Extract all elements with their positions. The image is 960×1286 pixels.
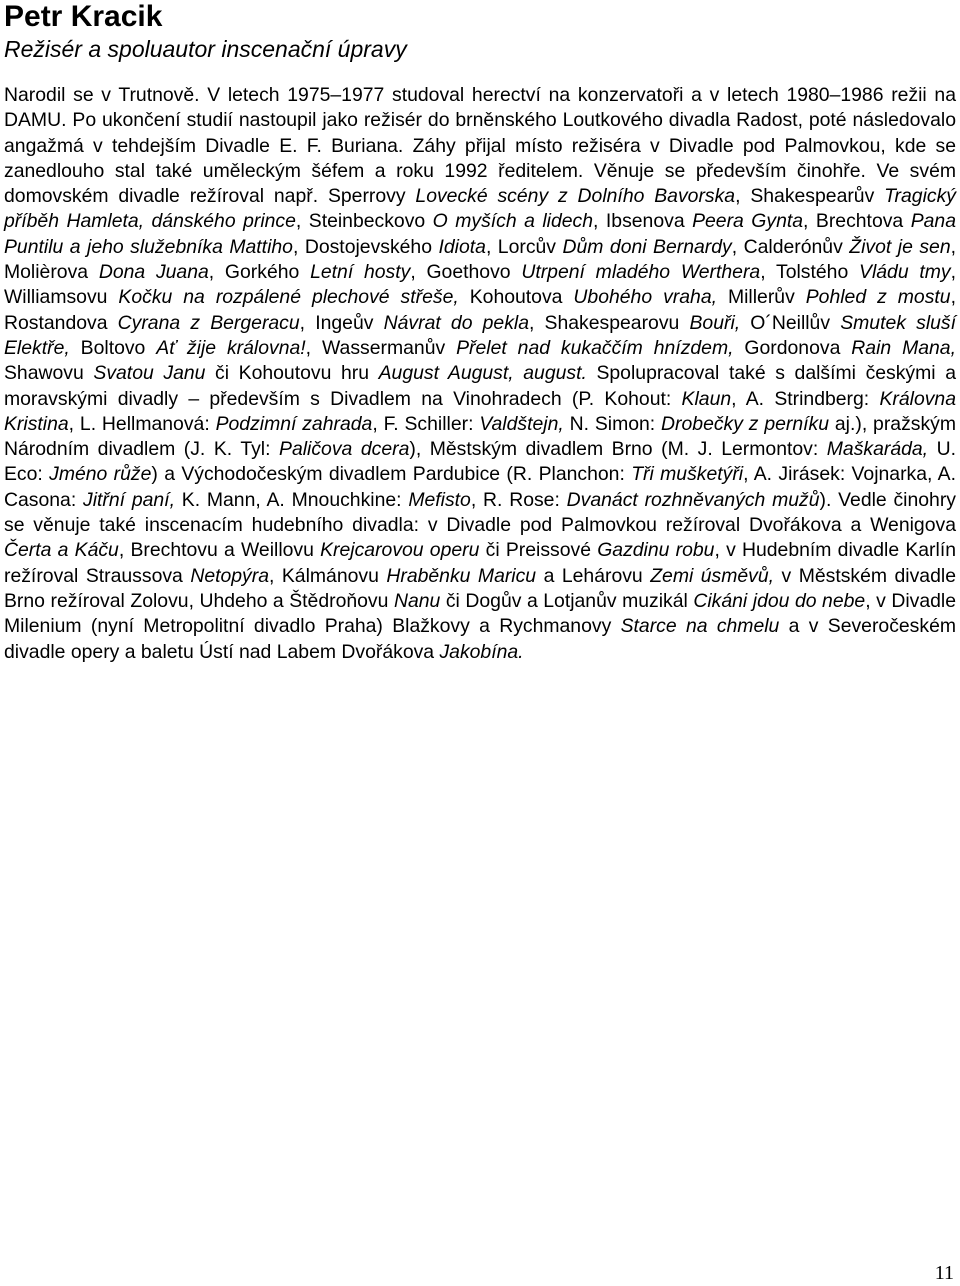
work-title: Svatou Janu bbox=[93, 362, 206, 385]
bio-text: , Williamsovu bbox=[4, 261, 956, 309]
work-title: Peera Gynta bbox=[692, 210, 804, 233]
work-title: Maškaráda, bbox=[826, 438, 929, 461]
work-title: Klaun bbox=[681, 387, 732, 410]
person-role: Režisér a spoluautor inscenační úpravy bbox=[4, 36, 407, 62]
work-title: Kočku na rozpálené plechové střeše, bbox=[118, 286, 459, 309]
work-title: Mefisto bbox=[408, 488, 471, 511]
work-title: Lovecké scény z Dolního Bavorska bbox=[415, 185, 736, 208]
bio-text: či Dogův a Lotjanův muzikál bbox=[440, 589, 694, 612]
work-title: Tragický příběh Hamleta, dánského prince bbox=[4, 185, 956, 233]
work-title: Smutek sluší Elektře, bbox=[4, 311, 956, 359]
bio-text: , R. Rose: bbox=[470, 488, 567, 511]
bio-text: , Ingeův bbox=[299, 311, 384, 334]
work-title: Starce na chmelu bbox=[620, 615, 780, 638]
bio-text: , Shakespearovu bbox=[529, 311, 690, 334]
document-page bbox=[4, 0, 956, 665]
work-title: Jméno růže bbox=[49, 463, 152, 486]
bio-text: Millerův bbox=[717, 286, 806, 309]
work-title: Návrat do pekla bbox=[383, 311, 529, 334]
work-title: Pana Puntilu a jeho služebníka Mattiho bbox=[4, 210, 956, 258]
bio-text: ). Vedle činohry se věnuje také inscenacím hudebního divadla: v Divadle pod Palmovkou režíroval Dvořákova a Wenigova bbox=[4, 488, 956, 537]
work-title: Utrpení mladého Werthera bbox=[521, 261, 761, 284]
work-title: Čerta a Káču bbox=[4, 539, 119, 562]
work-title: Letní hosty bbox=[310, 261, 411, 284]
page-number: 11 bbox=[934, 1262, 954, 1284]
work-title: Pohled z mostu bbox=[805, 286, 951, 309]
bio-text: Spolupracoval také s dalšími českými a moravskými divadly – především s Divadlem na Vinohradech (P. Kohout: bbox=[4, 362, 956, 410]
bio-text: , Shakespearův bbox=[735, 185, 885, 208]
bio-text: Gordonova bbox=[733, 336, 852, 359]
bio-text: Shawovu bbox=[4, 362, 94, 385]
work-title: Život je sen bbox=[849, 235, 951, 258]
work-title: Tři mušketýři bbox=[631, 463, 744, 486]
bio-text: Boltovo bbox=[69, 336, 157, 359]
bio-text: U. Eco: bbox=[4, 438, 956, 486]
work-title: Netopýra bbox=[190, 564, 269, 587]
work-title: Nanu bbox=[393, 589, 441, 612]
bio-text: , Wassermanův bbox=[305, 336, 457, 359]
work-title: Cyrana z Bergeracu bbox=[117, 311, 300, 334]
bio-text: , Molièrova bbox=[4, 235, 957, 284]
work-title: Rain Mana, bbox=[851, 336, 956, 359]
work-title: Ubohého vraha, bbox=[573, 286, 717, 309]
bio-text: , Rostandova bbox=[4, 286, 956, 334]
work-title: Gazdinu robu bbox=[597, 539, 715, 562]
work-title: Jitřní paní, bbox=[83, 488, 175, 511]
bio-text: aj.), pražským Národním divadlem (J. K. Tyl: bbox=[4, 412, 957, 461]
biography-paragraph bbox=[4, 83, 956, 665]
bio-text: , v Divadle Milenium (nyní Metropolitní divadlo Praha) Blažkovy a Rychmanovy bbox=[4, 589, 956, 638]
work-title: Bouři, bbox=[689, 311, 741, 334]
work-title: Valdštejn, bbox=[479, 412, 564, 435]
work-title: Královna Kristina bbox=[4, 387, 956, 435]
work-title: Krejcarovou operu bbox=[320, 539, 480, 562]
bio-text: , F. Schiller: bbox=[372, 412, 480, 435]
work-title: Hraběnku Maricu bbox=[386, 564, 537, 587]
work-title: Podzimní zahrada bbox=[215, 412, 373, 435]
bio-text: K. Mann, A. Mnouchkine: bbox=[174, 488, 409, 511]
work-title: Jakobína. bbox=[439, 640, 524, 663]
bio-text: a Lehárovu bbox=[536, 564, 651, 587]
bio-text: , Goethovo bbox=[410, 261, 522, 284]
work-title: Přelet nad kukaččím hnízdem, bbox=[456, 336, 734, 359]
bio-text: Narodil se v Trutnově. V letech 1975–1977 studoval herectví na konzervatoři a v letech 1980–1986 režii na DAMU. Po ukončení studií nastoupil jako režisér do brněnského Loutkového divadla Radost, poté následovalo angažmá v tehdejším Divadle E. F. Buriana. Záhy přijal místo režiséra v Divadle pod Palmovkou, kde se zanedlouho stal také uměleckým šéfem a roku 1992 ředitelem. Věnuje se především činohře. Ve svém domovském divadle režíroval např. Sperrovy bbox=[4, 84, 956, 208]
bio-text: Kohoutova bbox=[458, 286, 574, 309]
bio-text: , Lorcův bbox=[485, 235, 563, 258]
bio-text: , Tolstého bbox=[760, 261, 860, 284]
person-name: Petr Kracik bbox=[4, 0, 163, 33]
bio-text: , Brechtovu a Weillovu bbox=[118, 539, 321, 562]
bio-text: ) a Východočeským divadlem Pardubice (R. Planchon: bbox=[151, 463, 632, 486]
bio-text: , Calderónův bbox=[731, 235, 850, 258]
work-title: Zemi úsměvů, bbox=[650, 564, 775, 587]
bio-text: a v Severočeském divadle opery a baletu Ústí nad Labem Dvořákova bbox=[4, 615, 956, 663]
bio-text: , A. Jirásek: Vojnarka, A. Casona: bbox=[4, 463, 956, 511]
work-title: Cikáni jdou do nebe bbox=[693, 589, 866, 612]
bio-text: či Kohoutovu hru bbox=[205, 362, 379, 385]
bio-text: či Preissové bbox=[479, 539, 598, 562]
bio-text: , v Hudebním divadle Karlín režíroval Straussova bbox=[4, 539, 956, 587]
work-title: Dona Juana bbox=[98, 261, 209, 284]
work-title: August August, august. bbox=[378, 362, 587, 385]
bio-text: , Brechtova bbox=[803, 210, 911, 233]
work-title: Drobečky z perníku bbox=[661, 412, 830, 435]
bio-text: , Dostojevského bbox=[292, 235, 439, 258]
bio-text: v Městském divadle Brno režíroval Zolovu, Uhdeho a Štědroňovu bbox=[4, 564, 956, 612]
bio-text: , Ibsenova bbox=[593, 210, 693, 233]
bio-text: , Kálmánovu bbox=[269, 564, 387, 587]
work-title: Ať žije královna! bbox=[156, 336, 306, 359]
work-title: O myších a lidech bbox=[432, 210, 594, 233]
bio-text: ), Městským divadlem Brno (M. J. Lermontov: bbox=[409, 438, 827, 461]
bio-text: N. Simon: bbox=[563, 412, 662, 435]
bio-text: , Steinbeckovo bbox=[295, 210, 433, 233]
work-title: Dvanáct rozhněvaných mužů bbox=[566, 488, 820, 511]
work-title: Dům doni Bernardy bbox=[562, 235, 732, 258]
bio-text: , L. Hellmanová: bbox=[68, 412, 216, 435]
bio-text: O´Neillův bbox=[740, 311, 841, 334]
work-title: Idiota bbox=[438, 235, 486, 258]
bio-text: , Gorkého bbox=[208, 261, 311, 284]
bio-text: , A. Strindberg: bbox=[731, 387, 880, 410]
work-title: Vládu tmy bbox=[859, 261, 951, 284]
work-title: Paličova dcera bbox=[279, 438, 410, 461]
